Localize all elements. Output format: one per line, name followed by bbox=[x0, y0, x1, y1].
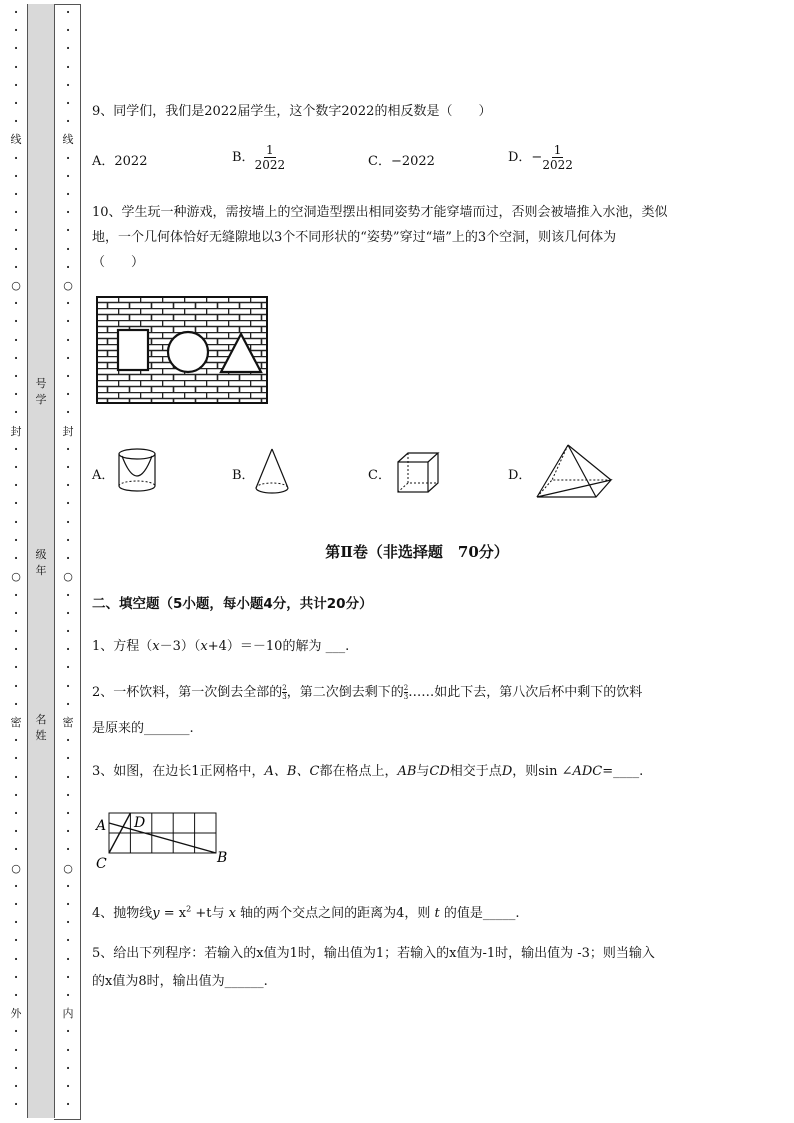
margin-dot: · bbox=[14, 697, 18, 711]
margin-dot: · bbox=[66, 770, 70, 784]
margin-dot: · bbox=[66, 825, 70, 839]
margin-mark: ○ bbox=[11, 279, 21, 293]
fill-question-5-line-2: 的x值为8时，输出值为______. bbox=[92, 974, 268, 989]
point-c-label: C bbox=[96, 856, 107, 872]
margin-dot: · bbox=[14, 151, 18, 165]
margin-dot: · bbox=[14, 42, 18, 56]
margin-dot: · bbox=[66, 552, 70, 566]
margin-dot: · bbox=[14, 333, 18, 347]
student-info-band bbox=[27, 4, 55, 1118]
margin-mark: ○ bbox=[11, 861, 21, 875]
margin-dot: · bbox=[14, 224, 18, 238]
margin-mark: ○ bbox=[11, 570, 21, 584]
margin-dot: · bbox=[66, 970, 70, 984]
margin-mark: ○ bbox=[63, 279, 73, 293]
margin-dot: · bbox=[66, 315, 70, 329]
margin-dot: · bbox=[14, 260, 18, 274]
margin-dot: · bbox=[66, 843, 70, 857]
margin-dot: · bbox=[66, 351, 70, 365]
margin-dot: · bbox=[66, 388, 70, 402]
margin-dot: · bbox=[66, 661, 70, 675]
margin-dot: · bbox=[14, 351, 18, 365]
margin-dot: · bbox=[14, 988, 18, 1002]
margin-dot: · bbox=[14, 934, 18, 948]
margin-dot: · bbox=[66, 515, 70, 529]
margin-dot: · bbox=[66, 24, 70, 38]
margin-dot: · bbox=[66, 752, 70, 766]
outer-dot-column bbox=[10, 4, 22, 1114]
margin-dot: · bbox=[14, 315, 18, 329]
margin-dot: · bbox=[14, 825, 18, 839]
q10-option-d-label: D． bbox=[508, 468, 532, 483]
margin-dot: · bbox=[14, 752, 18, 766]
margin-dot: · bbox=[14, 788, 18, 802]
margin-dot: · bbox=[14, 734, 18, 748]
margin-dot: · bbox=[66, 78, 70, 92]
grid-figure bbox=[94, 808, 234, 872]
margin-dot: · bbox=[14, 552, 18, 566]
margin-dot: · bbox=[14, 679, 18, 693]
point-a-label: A bbox=[96, 818, 107, 834]
margin-dot: · bbox=[66, 1079, 70, 1093]
fill-question-2-line-1: 2、一杯饮料，第一次倒去全部的 $\frac{2}{3}$ ，第二次倒去剩下的 $\frac{2}{3}$ ……如此下去，第八次后杯中剩下的饮料 bbox=[92, 684, 643, 701]
margin-dot: · bbox=[14, 169, 18, 183]
binding-margin bbox=[0, 0, 84, 1123]
margin-dot: · bbox=[66, 224, 70, 238]
margin-mark: ○ bbox=[63, 861, 73, 875]
q9-option-d: D．− $\frac{1}{2022}$ bbox=[508, 143, 573, 172]
margin-dot: · bbox=[14, 97, 18, 111]
circle-hole bbox=[168, 332, 208, 372]
margin-dot: · bbox=[14, 442, 18, 456]
margin-dot: · bbox=[66, 6, 70, 19]
q10-option-c-label: C． bbox=[368, 468, 391, 483]
margin-dot: · bbox=[14, 370, 18, 384]
margin-dot: · bbox=[14, 916, 18, 930]
margin-dot: · bbox=[66, 1061, 70, 1075]
margin-dot: · bbox=[66, 624, 70, 638]
margin-mark: 内 bbox=[62, 1007, 74, 1021]
margin-dot: · bbox=[66, 333, 70, 347]
margin-dot: · bbox=[14, 624, 18, 638]
margin-dot: · bbox=[66, 42, 70, 56]
margin-dot: · bbox=[14, 970, 18, 984]
cylinder-with-cone-icon bbox=[114, 446, 160, 496]
margin-dot: · bbox=[14, 297, 18, 311]
fill-question-4: 4、抛物线$y = x^2 +t$与 x 轴的两个交点之间的距离为4，则 t 的值是_____. bbox=[92, 904, 520, 921]
margin-dot: · bbox=[14, 206, 18, 220]
fill-question-3: 3、如图，在边长1正网格中，A、B、C都在格点上，AB与CD相交于点D，则sin ∠ADC=____. bbox=[92, 764, 644, 779]
margin-dot: · bbox=[14, 78, 18, 92]
margin-dot: · bbox=[14, 24, 18, 38]
q10-option-a-label: A． bbox=[92, 468, 115, 483]
q9-option-a: A．2022 bbox=[92, 154, 148, 169]
point-d-label: D bbox=[134, 815, 146, 831]
margin-mark: 外 bbox=[10, 1007, 22, 1021]
margin-dot: · bbox=[14, 188, 18, 202]
question-10-line-3: （ ） bbox=[92, 255, 145, 270]
name-label: 名 姓 bbox=[35, 713, 47, 742]
margin-dot: · bbox=[14, 643, 18, 657]
margin-dot: · bbox=[66, 188, 70, 202]
question-10-line-2: 地，一个几何体恰好无缝隙地以3个不同形状的“姿势”穿过“墙”上的3个空洞，则该几何体为 bbox=[92, 230, 617, 245]
pyramid-icon bbox=[534, 442, 614, 500]
margin-dot: · bbox=[66, 242, 70, 256]
margin-mark: 密 bbox=[62, 715, 74, 729]
margin-dot: · bbox=[14, 479, 18, 493]
inner-dot-column bbox=[62, 4, 74, 1114]
margin-mark: 线 bbox=[10, 133, 22, 147]
question-9: 9、同学们，我们是2022届学生，这个数字2022的相反数是（ ） bbox=[92, 104, 492, 119]
margin-dot: · bbox=[66, 897, 70, 911]
margin-dot: · bbox=[66, 606, 70, 620]
cube-icon bbox=[394, 450, 440, 496]
margin-dot: · bbox=[66, 879, 70, 893]
q9-b-fraction: $\frac{1}{2022}$ bbox=[254, 143, 286, 172]
margin-dot: · bbox=[66, 533, 70, 547]
margin-mark: 封 bbox=[10, 424, 22, 438]
margin-dot: · bbox=[14, 770, 18, 784]
margin-dot: · bbox=[66, 679, 70, 693]
margin-dot: · bbox=[14, 115, 18, 129]
fill-question-5-line-1: 5、给出下列程序：若输入的x值为1时，输出值为1；若输入的x值为-1时，输出值为 -3；则当输入 bbox=[92, 946, 655, 961]
fill-question-1: 1、方程（x－3）（x+4）＝－10的解为 ___. bbox=[92, 639, 350, 654]
margin-dot: · bbox=[66, 442, 70, 456]
margin-dot: · bbox=[66, 643, 70, 657]
point-b-label: B bbox=[217, 850, 228, 866]
margin-dot: · bbox=[14, 897, 18, 911]
margin-dot: · bbox=[66, 734, 70, 748]
margin-dot: · bbox=[14, 1079, 18, 1093]
cone-icon bbox=[252, 446, 292, 498]
margin-dot: · bbox=[66, 169, 70, 183]
margin-dot: · bbox=[66, 260, 70, 274]
margin-dot: · bbox=[66, 151, 70, 165]
margin-dot: · bbox=[14, 6, 18, 19]
margin-dot: · bbox=[66, 479, 70, 493]
q10-option-b-label: B． bbox=[232, 468, 255, 483]
margin-dot: · bbox=[66, 1043, 70, 1057]
margin-dot: · bbox=[14, 806, 18, 820]
margin-dot: · bbox=[14, 515, 18, 529]
q9-option-c: C．−2022 bbox=[368, 154, 435, 169]
margin-dot: · bbox=[66, 916, 70, 930]
margin-dot: · bbox=[14, 461, 18, 475]
margin-dot: · bbox=[14, 60, 18, 74]
margin-dot: · bbox=[66, 115, 70, 129]
margin-dot: · bbox=[14, 879, 18, 893]
margin-dot: · bbox=[66, 60, 70, 74]
margin-dot: · bbox=[66, 988, 70, 1002]
square-hole bbox=[118, 330, 148, 370]
margin-mark: 线 bbox=[62, 133, 74, 147]
margin-dot: · bbox=[66, 461, 70, 475]
margin-dot: · bbox=[14, 497, 18, 511]
margin-dot: · bbox=[14, 406, 18, 420]
margin-dot: · bbox=[66, 97, 70, 111]
margin-dot: · bbox=[14, 533, 18, 547]
brick-wall-figure bbox=[96, 296, 268, 406]
fill2-fraction-2: $\frac{2}{3}$ bbox=[403, 684, 409, 701]
margin-mark: 密 bbox=[10, 715, 22, 729]
margin-dot: · bbox=[66, 788, 70, 802]
margin-dot: · bbox=[14, 1043, 18, 1057]
margin-dot: · bbox=[66, 297, 70, 311]
margin-dot: · bbox=[66, 934, 70, 948]
margin-dot: · bbox=[66, 588, 70, 602]
margin-dot: · bbox=[14, 1061, 18, 1075]
section-2-title: 第Ⅱ卷（非选择题 70分） bbox=[325, 543, 509, 561]
margin-dot: · bbox=[14, 242, 18, 256]
margin-dot: · bbox=[66, 697, 70, 711]
margin-dot: · bbox=[14, 606, 18, 620]
margin-mark: ○ bbox=[63, 570, 73, 584]
margin-dot: · bbox=[66, 497, 70, 511]
margin-mark: 封 bbox=[62, 424, 74, 438]
margin-dot: · bbox=[66, 206, 70, 220]
q9-option-b: B． $\frac{1}{2022}$ bbox=[232, 143, 286, 172]
margin-dot: · bbox=[66, 1098, 70, 1112]
student-number-label: 号 学 bbox=[35, 377, 47, 406]
margin-dot: · bbox=[66, 806, 70, 820]
margin-dot: · bbox=[14, 388, 18, 402]
margin-dot: · bbox=[14, 843, 18, 857]
fill-in-heading: 二、填空题（5小题，每小题4分，共计20分） bbox=[92, 596, 373, 612]
fill2-fraction-1: $\frac{2}{3}$ bbox=[282, 684, 287, 701]
margin-dot: · bbox=[14, 952, 18, 966]
margin-dot: · bbox=[14, 588, 18, 602]
margin-dot: · bbox=[66, 1025, 70, 1039]
margin-dot: · bbox=[14, 661, 18, 675]
margin-dot: · bbox=[66, 406, 70, 420]
fill-question-2-line-2: 是原来的_______. bbox=[92, 721, 194, 736]
margin-dot: · bbox=[14, 1098, 18, 1112]
question-10-line-1: 10、学生玩一种游戏，需按墙上的空洞造型摆出相同姿势才能穿墙而过，否则会被墙推入水池，类似 bbox=[92, 205, 668, 220]
q9-d-fraction: $\frac{1}{2022}$ bbox=[542, 143, 573, 172]
class-label: 级 年 bbox=[35, 548, 47, 577]
margin-dot: · bbox=[66, 370, 70, 384]
margin-dot: · bbox=[14, 1025, 18, 1039]
margin-dot: · bbox=[66, 952, 70, 966]
